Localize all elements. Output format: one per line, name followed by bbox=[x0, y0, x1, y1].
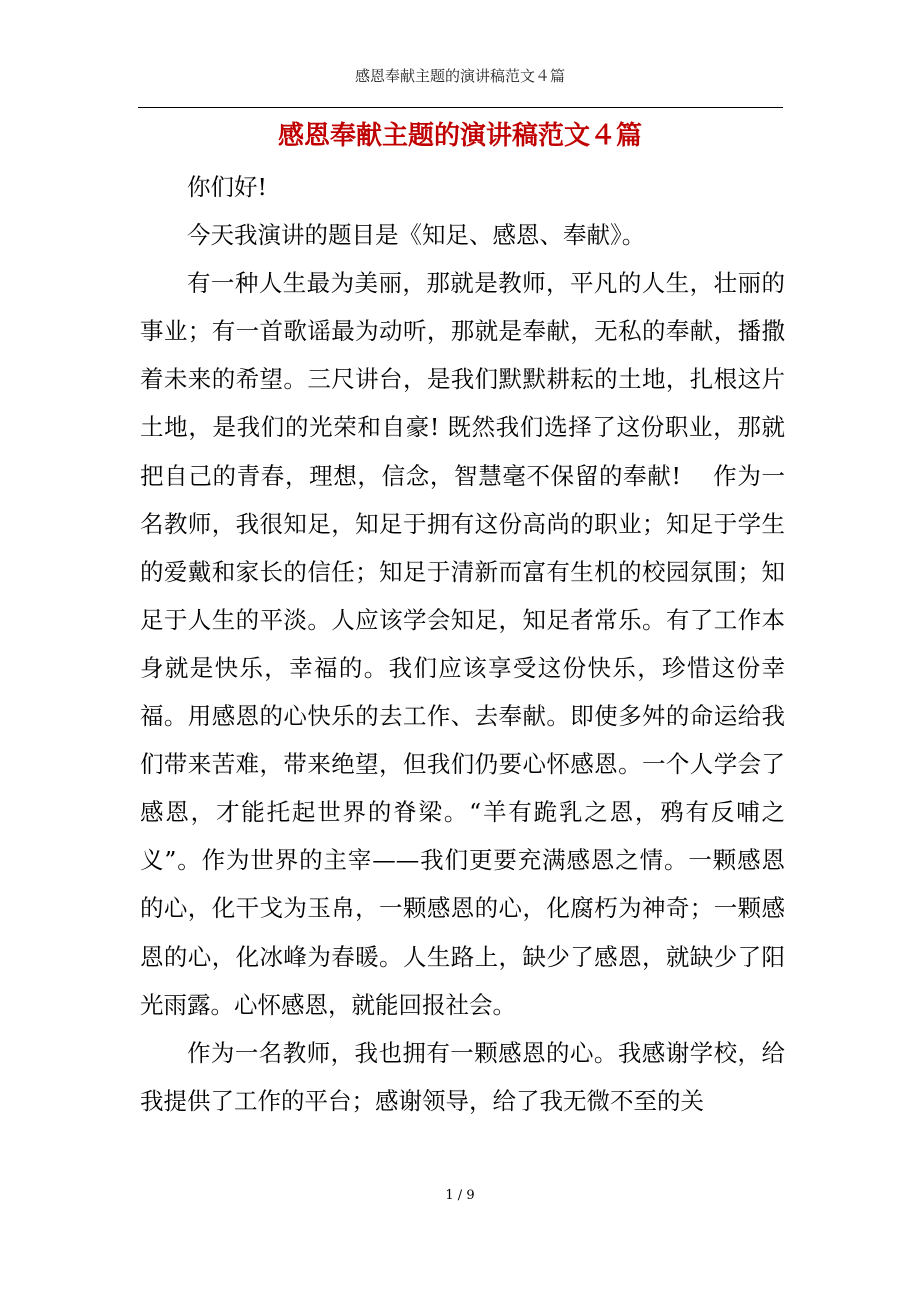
header-divider bbox=[138, 107, 783, 108]
document-title: 感恩奉献主题的演讲稿范文４篇 bbox=[277, 121, 642, 151]
document-body bbox=[140, 163, 785, 1125]
paragraph-main: 有一种人生最为美丽，那就是教师，平凡的人生，壮丽的事业；有一首歌谣最为动听，那就是奉献，无私的奉献，播撒着未来的希望。三尺讲台，是我们默默耕耘的土地，扎根这片土地，是我们的光荣和自豪! 既然我们选择了这份职业，那就把自己的青春，理想，信念，智慧毫不保留的奉献! 作为一名教师，我很知足，知足于拥有这份高尚的职业；知足于学生的爱戴和家长的信任；知足于清新而富有生机的校园氛围；知足于人生的平淡。人应该学会知足，知足者常乐。有了工作本身就是快乐，幸福的。我们应该享受这份快乐，珍惜这份幸福。用感恩的心快乐的去工作、去奉献。即使多舛的命运给我们带来苦难，带来绝望，但我们仍要心怀感恩。一个人学会了感恩，才能托起世界的脊梁。“羊有跪乳之恩，鸦有反哺之义”。作为世界的主宰——我们更要充满感恩之情。一颗感恩的心，化干戈为玉帛，一颗感恩的心，化腐朽为神奇；一颗感恩的心，化冰峰为春暖。人生路上，缺少了感恩，就缺少了阳光雨露。心怀感恩，就能回报社会。 bbox=[140, 269, 785, 1019]
paragraph-gratitude: 作为一名教师，我也拥有一颗感恩的心。我感谢学校，给我提供了工作的平台；感谢领导，给了我无微不至的关 bbox=[140, 1038, 785, 1115]
running-header: 感恩奉献主题的演讲稿范文４篇 bbox=[354, 67, 565, 85]
paragraph-topic: 今天我演讲的题目是《知足、感恩、奉献》。 bbox=[187, 221, 646, 250]
paragraph-greeting: 你们好! bbox=[187, 173, 267, 201]
page-number: 1 / 9 bbox=[445, 1188, 475, 1203]
